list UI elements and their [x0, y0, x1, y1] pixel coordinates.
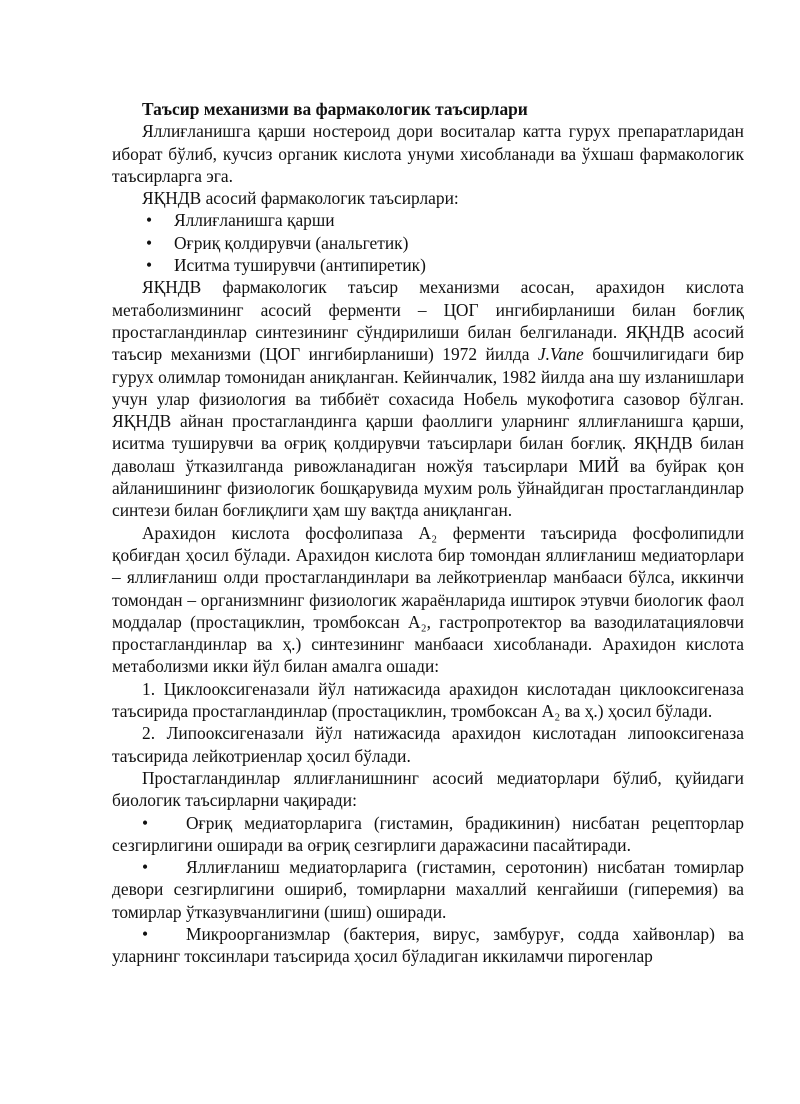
paragraph-mechanism: ЯҚНДВ фармакологик таъсир механизми асосан, арахидон кислота метаболизмининг асосий ферменти – ЦОГ ингибирланиши билан боғлиқ простагландинлар синтезининг сўндирилиши билан белгиланади. ЯҚНДВ асосий таъсир механизми (ЦОГ ингибирланиши) 1972 йилда J.Vane бошчилигидаги бир гурух олимлар томонидан аниқланган. Кейинчалик, 1982 йилда ана шу изланишлари учун улар физиология ва тиббиёт сохасида Нобель мукофотига сазовор бўлган. ЯҚНДВ айнан простагландинга қарши фаоллиги уларнинг яллиғланишга қарши, иситма туширувчи ва оғриқ қолдирувчи таъсирлари билан боғлиқ. ЯҚНДВ билан даволаш ўтказилганда ривожланадиган ножўя таъсирлари МИЙ ва буйрак қон айланишининг физиологик бошқарувида мухим роль ўйнайдиган простагландинлар синтези билан боғлиқлиги ҳам шу вақтда аниқланган. [112, 277, 744, 521]
paragraph-arachidonic: Арахидон кислота фосфолипаза А₂ ферменти таъсирида фосфолипидли қобиғдан ҳосил бўлади. Арахидон кислота бир томондан яллиғланиш медиаторлари – яллиғланиш олди простагландинлари ва лейкотриенлар манбааси бўлса, иккинчи томондан – организмнинг физиологик жараёнларида иштирок этувчи биологик фаол моддалар (простациклин, тромбоксан А₂, гастропротектор ва вазодилатацияловчи простагландинлар ва ҳ.) синтезининг манбааси хисобланади. Арахидон кислота метаболизми икки йўл билан амалга ошади: [112, 522, 744, 677]
paragraph-pathway-1: 1. Циклооксигеназали йўл натижасида арахидон кислотадан циклооксигеназа таъсирида простагландинлар (простациклин, тромбоксан А₂ ва ҳ.) ҳосил бўлади. [112, 678, 744, 722]
document-page [112, 98, 744, 968]
list-item: • Оғриқ қолдирувчи (анальгетик) [146, 232, 409, 253]
bullet-icon: • [142, 812, 149, 833]
section-heading: Таъсир механизми ва фармакологик таъсирлари [142, 99, 528, 119]
bullet-icon: • [146, 232, 153, 253]
paragraph-effects-lead: ЯҚНДВ асосий фармакологик таъсирлари: [142, 188, 459, 209]
list-item: • Яллиғланишга қарши [146, 210, 335, 231]
list-item: • Яллиғланиш медиаторларига (гистамин, серотонин) нисбатан томирлар девори сезгирлигини ошириб, томирларни махаллий кенгайиши (гиперемия) ва томирлар ўтказувчанлигини (шиш) оширади. [112, 857, 744, 922]
list-item: • Иситма туширувчи (антипиретик) [146, 255, 426, 276]
bullet-icon: • [142, 923, 149, 944]
paragraph-pathway-2: 2. Липооксигеназали йўл натижасида арахидон кислотадан липооксигеназа таъсирида лейкотриенлар ҳосил бўлади. [112, 723, 744, 766]
list-item: • Микроорганизмлар (бактерия, вирус, замбуруғ, содда хайвонлар) ва уларнинг токсинлари таъсирида ҳосил бўладиган иккиламчи пирогенлар [112, 923, 744, 967]
bullet-icon: • [146, 210, 153, 231]
list-item: • Оғриқ медиаторларига (гистамин, брадикинин) нисбатан рецепторлар сезгирлигини оширади ва оғриқ сезгирлиги даражасини пасайтиради. [112, 812, 744, 855]
paragraph-intro: Яллиғланишга қарши ностероид дори воситалар катта гурух препаратларидан иборат бўлиб, кучсиз органик кислота унуми хисобланади ва ўхшаш фармакологик таъсирларга эга. [112, 121, 744, 186]
paragraph-prostaglandins: Простагландинлар яллиғланишнинг асосий медиаторлари бўлиб, қуйидаги биологик таъсирларни чақиради: [112, 767, 744, 811]
bullet-icon: • [146, 255, 153, 276]
bullet-icon: • [142, 857, 149, 878]
author-name: J.Vane [537, 344, 584, 365]
